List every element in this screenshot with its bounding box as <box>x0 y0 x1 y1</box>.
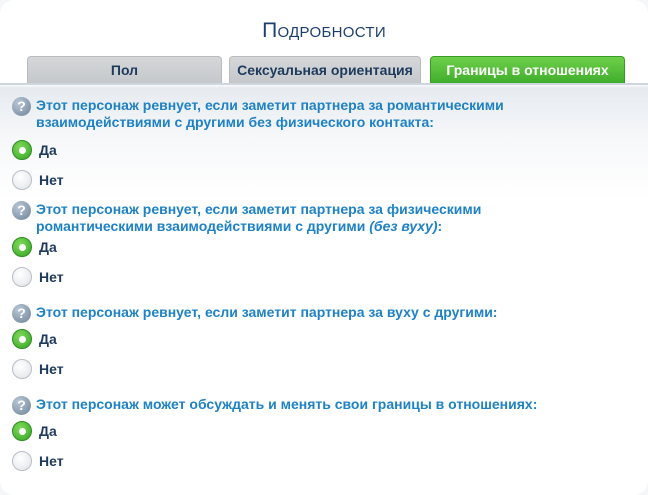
option-no[interactable] <box>12 359 637 381</box>
question-line-1: Этот персонаж может обсуждать и менять свои границы в отношениях: <box>36 396 538 412</box>
question-text <box>12 97 637 131</box>
option-yes[interactable] <box>12 421 637 443</box>
radio-unselected-icon[interactable] <box>12 267 32 287</box>
question-romantic-non-physical <box>12 97 637 192</box>
option-yes-label: Да <box>39 423 57 439</box>
radio-selected-icon[interactable] <box>12 140 32 160</box>
question-mark-icon[interactable]: ? <box>12 396 31 415</box>
option-yes-label: Да <box>39 331 57 347</box>
tab-bar <box>27 56 625 83</box>
option-yes-label: Да <box>39 239 57 255</box>
option-yes[interactable] <box>12 237 637 259</box>
question-line-1: Этот персонаж ревнует, если заметит партнера за вуху с другими: <box>36 304 498 320</box>
question-text <box>12 304 637 321</box>
option-no[interactable] <box>12 451 637 473</box>
question-line-1: Этот персонаж ревнует, если заметит партнера за физическими <box>36 201 482 217</box>
option-no[interactable] <box>12 170 637 192</box>
question-mark-icon[interactable]: ? <box>12 304 31 323</box>
question-change-boundaries <box>12 396 637 473</box>
option-no[interactable] <box>12 267 637 289</box>
question-text <box>12 396 637 413</box>
radio-selected-icon[interactable] <box>12 329 32 349</box>
question-line-1: Этот персонаж ревнует, если заметит партнера за романтическими <box>36 97 504 113</box>
option-yes[interactable] <box>12 329 637 351</box>
option-no-label: Нет <box>39 269 64 285</box>
question-mark-icon[interactable]: ? <box>12 201 31 220</box>
tab-relationship-boundaries[interactable]: Границы в отношениях <box>430 56 625 83</box>
radio-unselected-icon[interactable] <box>12 170 32 190</box>
radio-unselected-icon[interactable] <box>12 359 32 379</box>
option-yes[interactable] <box>12 140 637 162</box>
question-line-2-italic: (без вуху) <box>369 218 438 234</box>
radio-selected-icon[interactable] <box>12 421 32 441</box>
tab-gender[interactable]: Пол <box>27 56 222 83</box>
tab-divider <box>0 83 648 85</box>
question-line-2: романтическими взаимодействиями с другими <box>36 218 370 234</box>
question-line-2-end: : <box>437 218 443 234</box>
option-yes-label: Да <box>39 142 57 158</box>
radio-unselected-icon[interactable] <box>12 451 32 471</box>
radio-selected-icon[interactable] <box>12 237 32 257</box>
question-mark-icon[interactable]: ? <box>12 97 31 116</box>
option-no-label: Нет <box>39 172 64 188</box>
page-title: Подробности <box>262 19 386 42</box>
option-no-label: Нет <box>39 361 64 377</box>
question-woohoo <box>12 304 637 381</box>
tab-sexual-orientation[interactable]: Сексуальная ориентация <box>229 56 421 83</box>
option-no-label: Нет <box>39 453 64 469</box>
question-text <box>12 201 637 235</box>
question-line-2: взаимодействиями с другими без физического контакта: <box>36 114 434 130</box>
question-romantic-physical <box>12 201 637 289</box>
